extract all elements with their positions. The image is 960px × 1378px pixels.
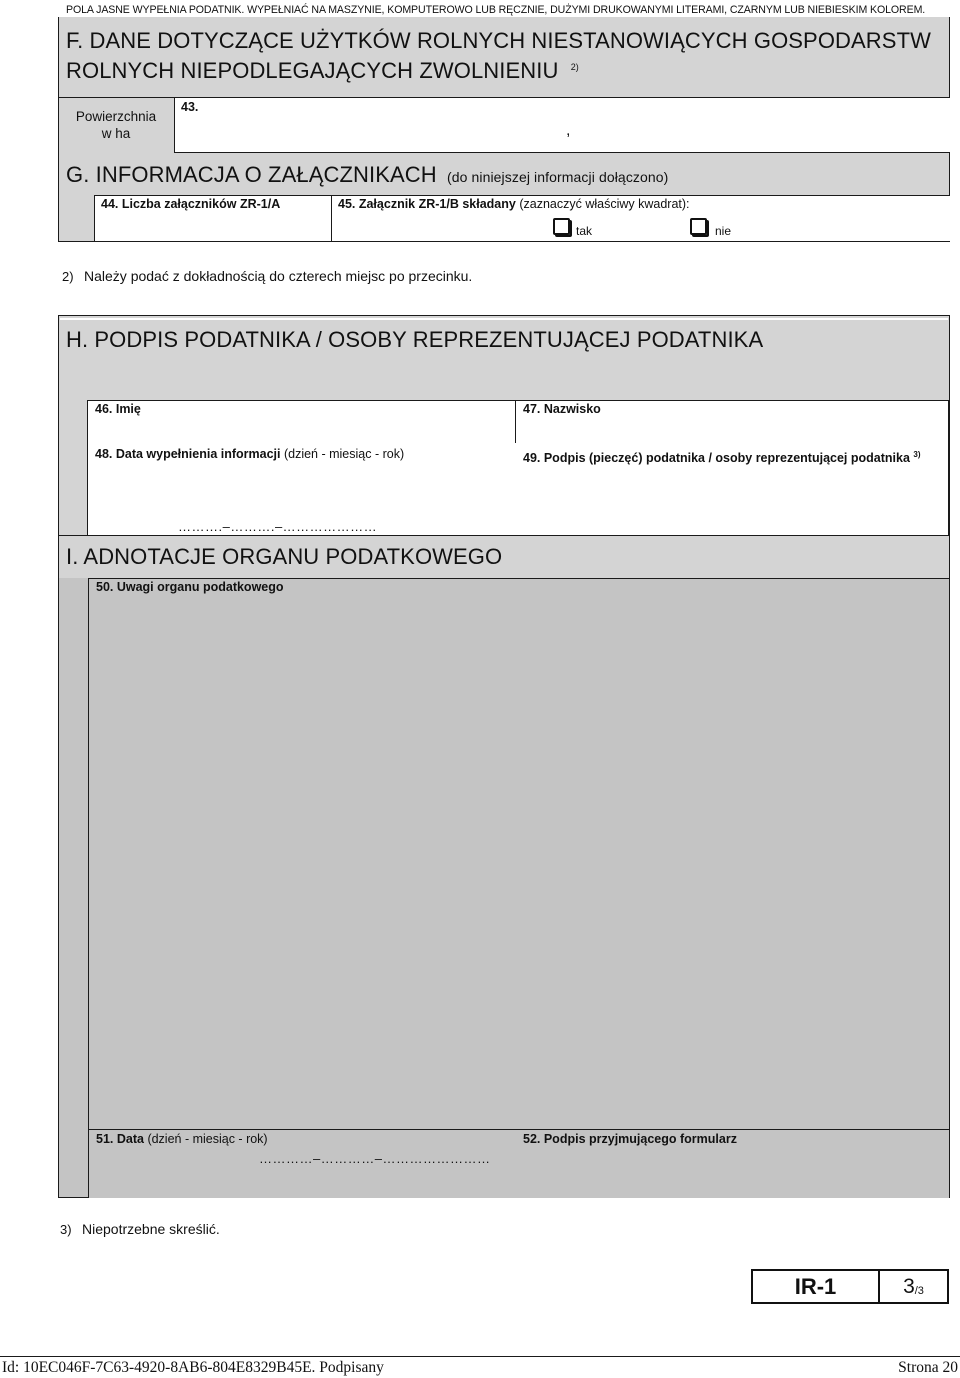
footnote-2: 2) Należy podać z dokładnością do czterech miejsc po przecinku. xyxy=(62,268,473,284)
field-43-area[interactable] xyxy=(174,97,950,153)
section-g-bottom xyxy=(58,241,950,242)
field-49-box[interactable] xyxy=(515,443,949,535)
footer-page: Strona 20 xyxy=(898,1359,958,1376)
field-50-box[interactable] xyxy=(88,578,949,1130)
form-code: IR-1 xyxy=(753,1271,880,1302)
field-52-label: 52. Podpis przyjmującego formularz xyxy=(523,1132,737,1146)
header-notice: POLA JASNE WYPEŁNIA PODATNIK. WYPEŁNIAĆ NA MASZYNIE, KOMPUTEROWO LUB RĘCZNIE, DUŻYMI DRUKOWANYMI LITERAMI, CZARNYM LUB NIEBIESKIM KOLOREM. xyxy=(66,4,926,16)
checkbox-no[interactable] xyxy=(690,218,707,235)
field-47-box[interactable] xyxy=(515,400,949,444)
area-label: Powierzchnia w ha xyxy=(75,109,157,141)
field-45-label: 45. Załącznik ZR-1/B składany (zaznaczyć właściwy kwadrat): xyxy=(338,197,690,211)
footnote-ref-2: 2) xyxy=(570,62,579,72)
section-f-title-line1: F. DANE DOTYCZĄCE UŻYTKÓW ROLNYCH NIESTANOWIĄCYCH GOSPODARSTW xyxy=(66,28,931,53)
form-badge xyxy=(751,1269,949,1304)
field-43-label: 43. xyxy=(181,100,199,114)
section-i-title: I. ADNOTACJE ORGANU PODATKOWEGO xyxy=(66,544,503,569)
option-yes[interactable]: tak xyxy=(553,218,592,235)
section-h-inner-rule xyxy=(60,318,948,320)
section-g-title: G. INFORMACJA O ZAŁĄCZNIKACH (do niniejszej informacji dołączono) xyxy=(66,162,669,187)
footer-divider xyxy=(0,1356,960,1357)
field-48-box[interactable] xyxy=(87,443,516,535)
footer-id: Id: 10EC046F-7C63-4920-8AB6-804E8329B45E. Podpisany xyxy=(2,1359,384,1376)
page-indicator: 3 /3 xyxy=(903,1274,924,1298)
field-46-box[interactable] xyxy=(87,400,516,444)
field-47-label: 47. Nazwisko xyxy=(523,402,601,416)
checkbox-yes[interactable] xyxy=(553,218,570,235)
footnote-3: 3) Niepotrzebne skreślić. xyxy=(60,1221,220,1237)
field-48-label: 48. Data wypełnienia informacji (dzień - miesiąc - rok) xyxy=(95,447,405,461)
field-44-label: 44. Liczba załączników ZR-1/A xyxy=(101,197,281,211)
field-49-label: 49. Podpis (pieczęć) podatnika / osoby reprezentującej podatnika $^{3)}$ xyxy=(523,450,921,466)
field-44-box[interactable] xyxy=(94,195,332,242)
section-f-title-line2: ROLNYCH NIEPODLEGAJĄCYCH ZWOLNIENIU $^{2)}$ xyxy=(66,58,579,83)
field-51-date-placeholder: …………–…………–…………………… xyxy=(259,1151,491,1166)
field-48-date-placeholder: ……….–……….–………………… xyxy=(178,519,378,534)
field-51-box[interactable] xyxy=(88,1130,517,1198)
decimal-comma: , xyxy=(566,122,571,139)
field-52-box[interactable] xyxy=(516,1130,949,1198)
field-45-box xyxy=(331,195,950,242)
field-51-label: 51. Data (dzień - miesiąc - rok) xyxy=(96,1132,268,1146)
section-f-title xyxy=(66,28,946,84)
option-no[interactable]: nie xyxy=(690,218,731,235)
section-h-title: H. PODPIS PODATNIKA / OSOBY REPREZENTUJĄCEJ PODATNIKA xyxy=(66,327,764,352)
field-46-label: 46. Imię xyxy=(95,402,141,416)
field-50-label: 50. Uwagi organu podatkowego xyxy=(96,580,284,594)
